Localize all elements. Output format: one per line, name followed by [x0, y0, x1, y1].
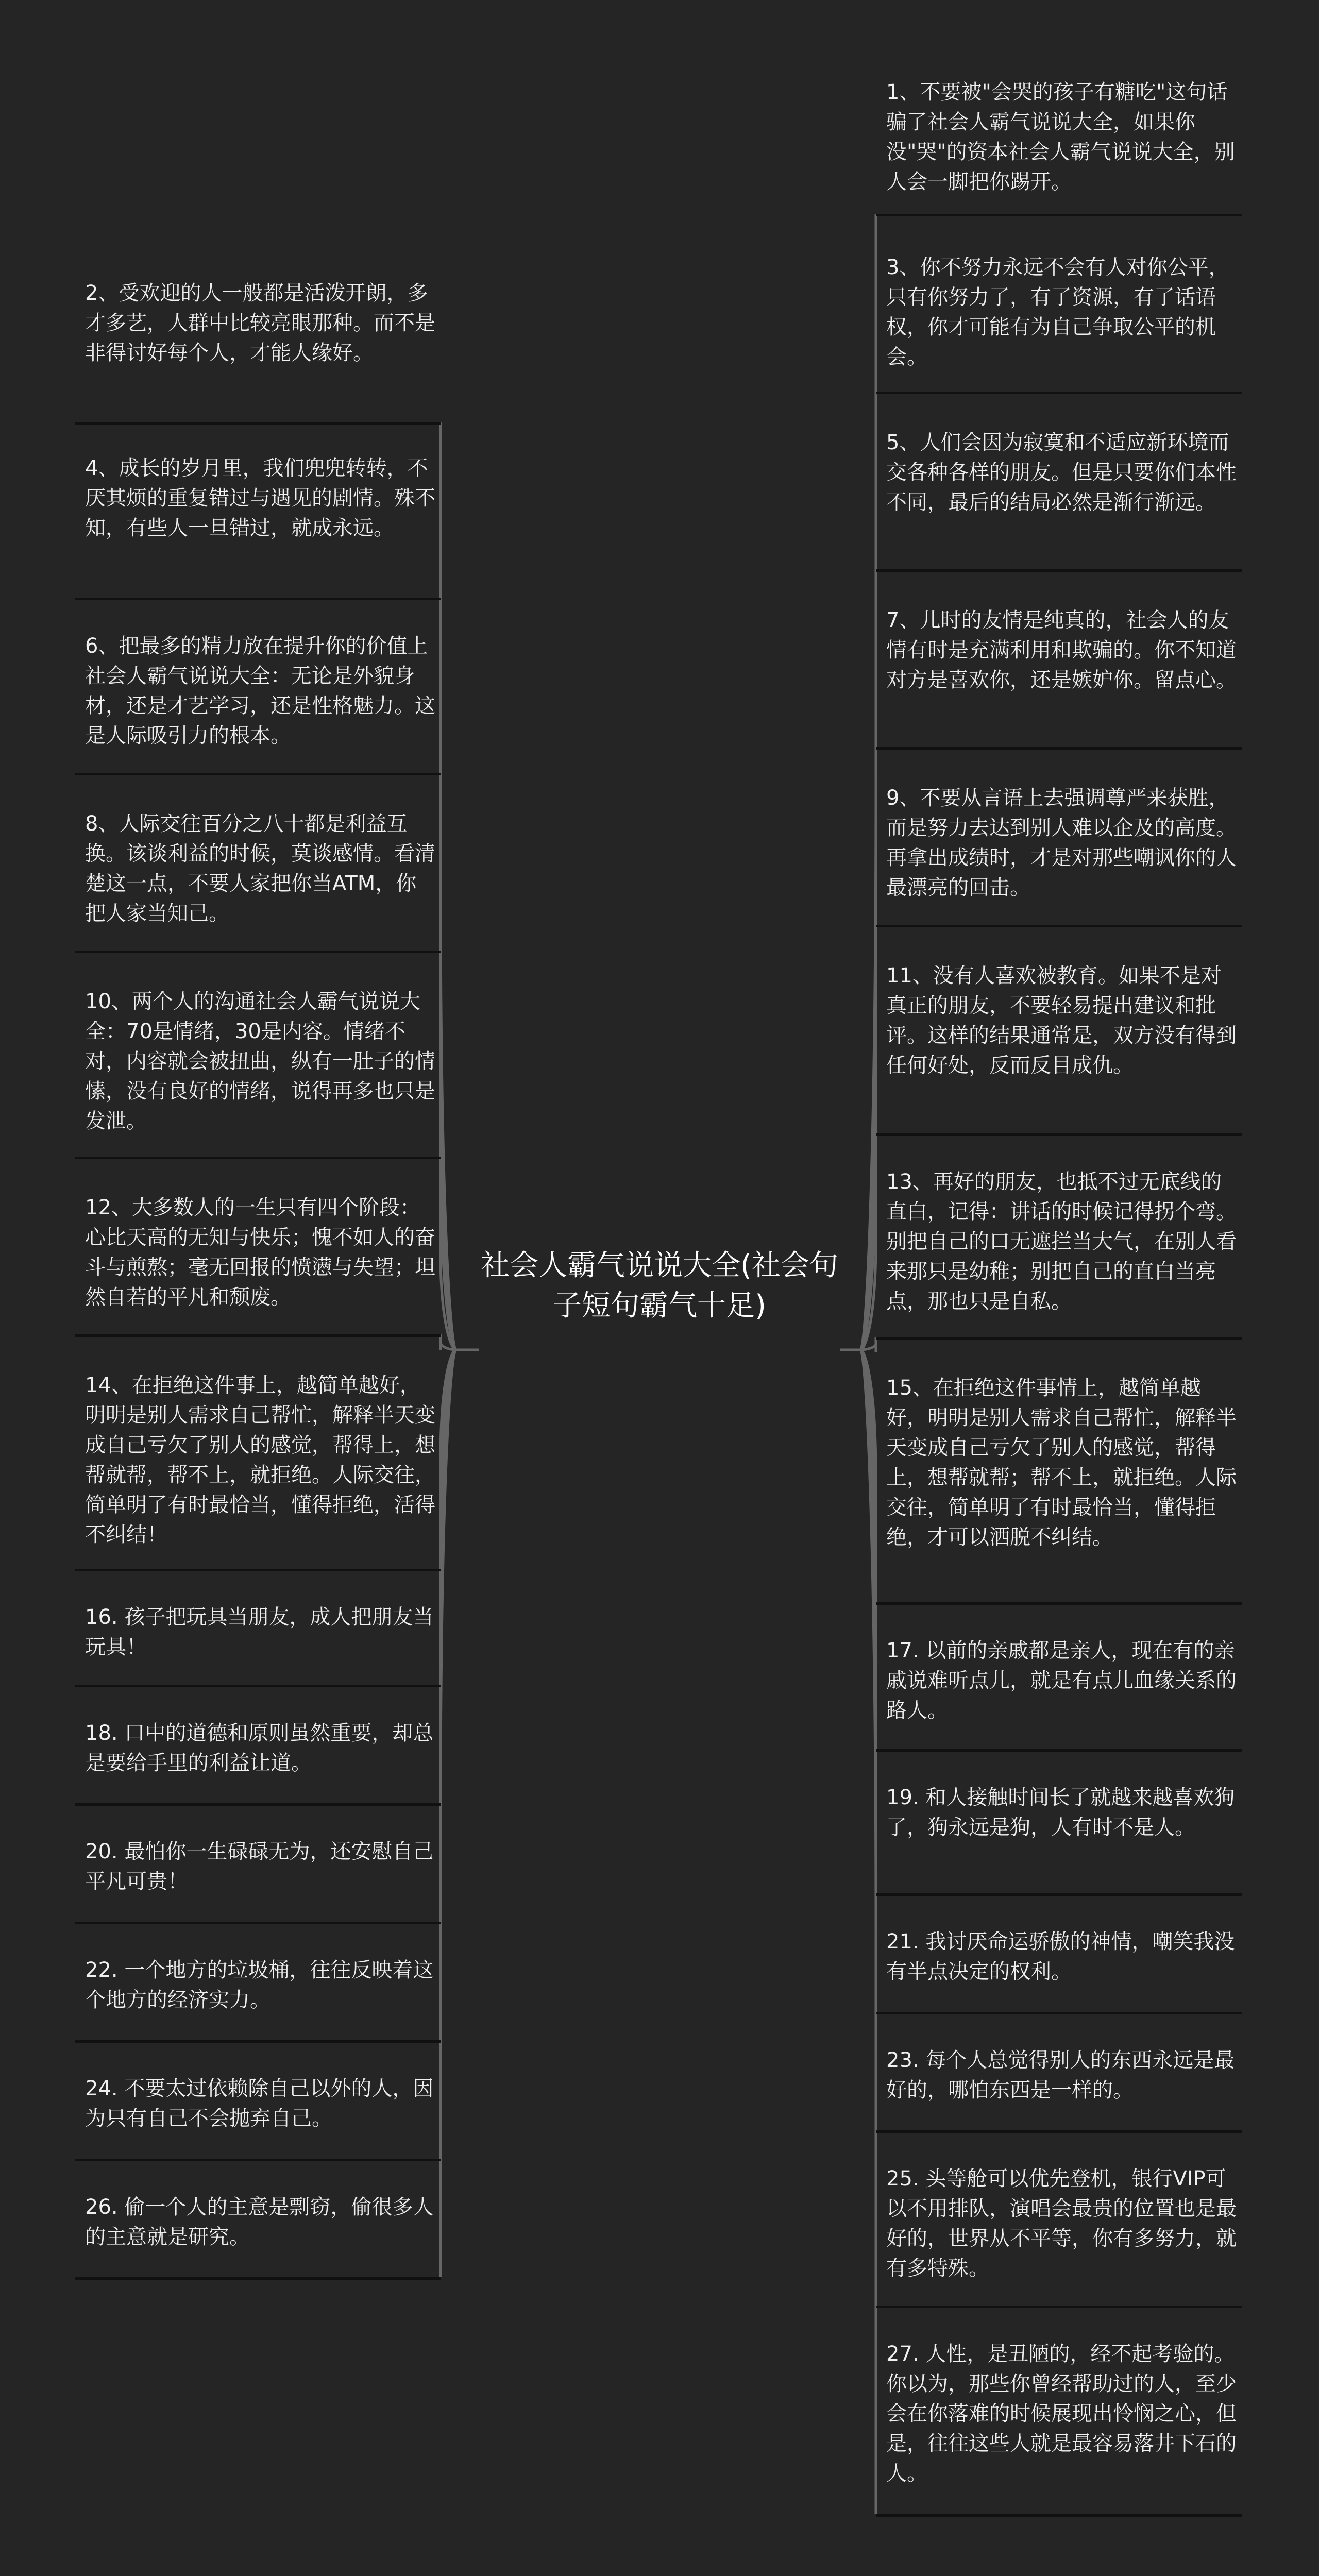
branch-node-16[interactable]: 16. 孩子把玩具当朋友，成人把朋友当玩具！	[85, 1605, 434, 1659]
branch-node-underline	[876, 2012, 1242, 2014]
branch-node-underline	[876, 2514, 1242, 2517]
branch-node-underline	[876, 214, 1242, 216]
branch-node-underline	[75, 598, 441, 600]
branch-node-underline	[876, 1133, 1242, 1136]
branch-node-underline	[75, 2277, 441, 2280]
branch-node-2[interactable]: 2、受欢迎的人一般都是活泼开朗，多才多艺，人群中比较亮眼那种。而不是非得讨好每个人，才能人缘好。	[85, 281, 435, 365]
branch-node-underline	[75, 2040, 441, 2043]
branch-node-underline	[876, 1602, 1242, 1605]
branch-node-5[interactable]: 5、人们会因为寂寞和不适应新环境而交各种各样的朋友。但是只要你们本性不同，最后的结局必然是渐行渐远。	[886, 431, 1237, 514]
branch-node-underline	[75, 1685, 441, 1687]
branch-node-4[interactable]: 4、成长的岁月里，我们兜兜转转，不厌其烦的重复错过与遇见的剧情。殊不知，有些人一旦错过，就成永远。	[85, 456, 435, 540]
branch-node-underline	[876, 2130, 1242, 2133]
branch-node-underline	[876, 925, 1242, 927]
branch-node-26[interactable]: 26. 偷一个人的主意是剽窃，偷很多人的主意就是研究。	[85, 2195, 434, 2249]
branch-node-underline	[876, 2306, 1242, 2308]
branch-node-20[interactable]: 20. 最怕你一生碌碌无为，还安慰自己平凡可贵！	[85, 1840, 434, 1893]
branch-node-6[interactable]: 6、把最多的精力放在提升你的价值上社会人霸气说说大全：无论是外貌身材，还是才艺学习，还是性格魅力。这是人际吸引力的根本。	[85, 634, 435, 748]
branch-node-underline	[75, 773, 441, 775]
branch-node-17[interactable]: 17. 以前的亲戚都是亲人，现在有的亲戚说难听点儿，就是有点儿血缘关系的路人。	[886, 1639, 1237, 1722]
branch-node-underline	[75, 951, 441, 953]
branch-node-13[interactable]: 13、再好的朋友，也抵不过无底线的直白，记得：讲话的时候记得拐个弯。别把自己的口无遮拦当大气，在别人看来那只是幼稚；别把自己的直白当亮点，那也只是自私。	[886, 1170, 1237, 1313]
branch-node-underline	[876, 1337, 1242, 1340]
branch-node-19[interactable]: 19. 和人接触时间长了就越来越喜欢狗了，狗永远是狗，人有时不是人。	[886, 1786, 1235, 1839]
branch-node-27[interactable]: 27. 人性，是丑陋的，经不起考验的。你以为，那些你曾经帮助过的人，至少会在你落难的时候展现出怜悯之心，但是，往往这些人就是最容易落井下石的人。	[886, 2342, 1237, 2485]
branch-node-underline	[876, 747, 1242, 750]
branch-node-underline	[75, 1803, 441, 1806]
branch-node-23[interactable]: 23. 每个人总觉得别人的东西永远是最好的，哪怕东西是一样的。	[886, 2048, 1235, 2102]
branch-node-15[interactable]: 15、在拒绝这件事情上，越简单越好，明明是别人需求自己帮忙，解释半天变成自己亏欠了别人的感觉，帮得上，想帮就帮；帮不上，就拒绝。人际交往，简单明了有时最恰当，懂得拒绝，才可以洒脱不纠结。	[886, 1376, 1237, 1549]
branch-node-underline	[75, 2159, 441, 2161]
branch-node-18[interactable]: 18. 口中的道德和原则虽然重要，却总是要给手里的利益让道。	[85, 1721, 434, 1775]
branch-node-underline	[876, 392, 1242, 394]
branch-node-underline	[75, 422, 441, 425]
branch-node-24[interactable]: 24. 不要太过依赖除自己以外的人，因为只有自己不会抛弃自己。	[85, 2077, 434, 2130]
branch-node-12[interactable]: 12、大多数人的一生只有四个阶段：心比天高的无知与快乐；愧不如人的奋斗与煎熬；毫无回报的愤懑与失望；坦然自若的平凡和颓废。	[85, 1196, 435, 1309]
branch-node-underline	[75, 1569, 441, 1571]
branch-node-8[interactable]: 8、人际交往百分之八十都是利益互换。该谈利益的时候，莫谈感情。看清楚这一点，不要人家把你当ATM，你把人家当知己。	[85, 812, 435, 925]
branch-node-11[interactable]: 11、没有人喜欢被教育。如果不是对真正的朋友，不要轻易提出建议和批评。这样的结果通常是，双方没有得到任何好处，反而反目成仇。	[886, 964, 1237, 1077]
branch-node-22[interactable]: 22. 一个地方的垃圾桶，往往反映着这个地方的经济实力。	[85, 1958, 434, 2012]
branch-node-underline	[876, 1893, 1242, 1896]
branch-node-9[interactable]: 9、不要从言语上去强调尊严来获胜，而是努力去达到别人难以企及的高度。再拿出成绩时，才是对那些嘲讽你的人最漂亮的回击。	[886, 786, 1237, 900]
branch-node-14[interactable]: 14、在拒绝这件事上，越简单越好，明明是别人需求自己帮忙，解释半天变成自己亏欠了别人的感觉，帮得上，想帮就帮，帮不上，就拒绝。人际交往，简单明了有时最恰当，懂得拒绝，活得不纠结！	[85, 1374, 435, 1547]
branch-node-underline	[876, 569, 1242, 572]
branch-node-underline	[75, 1157, 441, 1159]
branch-node-underline	[75, 1922, 441, 1924]
branch-node-25[interactable]: 25. 头等舱可以优先登机，银行VIP可以不用排队，演唱会最贵的位置也是最好的，世界从不平等，你有多努力，就有多特殊。	[886, 2167, 1237, 2280]
branch-node-10[interactable]: 10、两个人的沟通社会人霸气说说大全：70是情绪，30是内容。情绪不对，内容就会被扭曲，纵有一肚子的情愫，没有良好的情绪，说得再多也只是发泄。	[85, 990, 435, 1133]
branch-node-3[interactable]: 3、你不努力永远不会有人对你公平，只有你努力了，有了资源，有了话语权，你才可能有为自己争取公平的机会。	[886, 256, 1229, 369]
branch-node-7[interactable]: 7、儿时的友情是纯真的，社会人的友情有时是充满利用和欺骗的。你不知道对方是喜欢你，还是嫉妒你。留点心。	[886, 608, 1237, 692]
branch-node-underline	[876, 1749, 1242, 1752]
center-topic[interactable]: 社会人霸气说说大全(社会句子短句霸气十足)	[481, 1249, 838, 1323]
branch-node-underline	[75, 1334, 441, 1337]
branch-node-21[interactable]: 21. 我讨厌命运骄傲的神情，嘲笑我没有半点决定的权利。	[886, 1930, 1235, 1984]
branch-node-1[interactable]: 1、不要被"会哭的孩子有糖吃"这句话骗了社会人霸气说说大全，如果你没"哭"的资本社会人霸气说说大全，别人会一脚把你踢开。	[886, 80, 1235, 194]
